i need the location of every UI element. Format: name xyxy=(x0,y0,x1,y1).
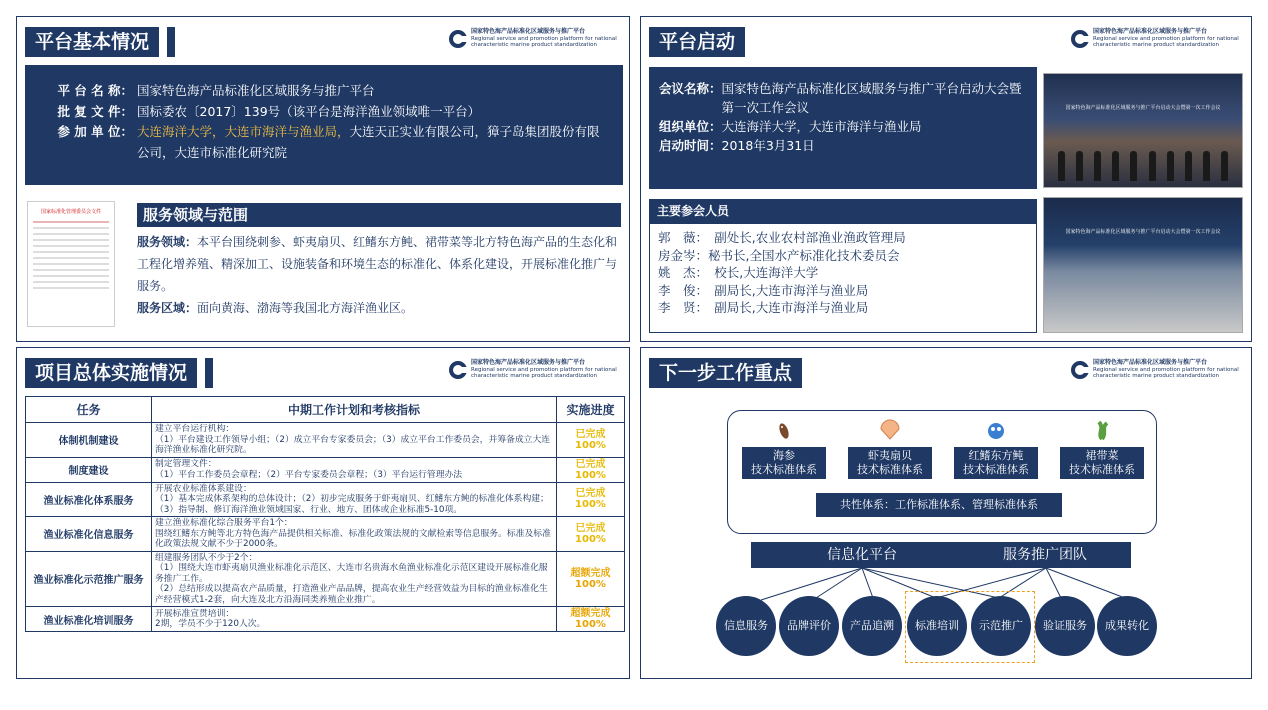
progress-status: 已完成 xyxy=(575,488,606,500)
panel-implementation-status xyxy=(16,347,630,679)
table-row xyxy=(26,551,625,607)
species-pufferfish xyxy=(954,419,1038,479)
attendees-list xyxy=(649,223,1037,333)
doc-thumb-title: 国家标准化管理委员会文件 xyxy=(40,209,101,215)
progress-status: 已完成 xyxy=(575,522,606,534)
plan-cell: 开展农业标准体系建设： （1）基本完成体系架构的总体设计；（2）初步完成服务于虾夷扇贝、红鳍东方鲀的标准化体系构建；（3）指导制、修订海洋渔业领域国家、行业、地方、团体或企业标准5-10项。 xyxy=(152,482,557,517)
participants-rest: 大连天正实业有限公司，獐子岛集团股份有限公司，大连市标准化研究院 xyxy=(137,124,600,160)
logo-icon xyxy=(449,361,467,379)
logo-text-en1: Regional service and promotion platform for national xyxy=(1093,366,1239,373)
service-circle-demo: 示范推广 xyxy=(971,596,1031,656)
implementation-table xyxy=(25,396,625,632)
platform-name-value: 国家特色海产品标准化区域服务与推广平台 xyxy=(137,83,375,98)
table-row xyxy=(26,423,625,458)
progress-cell xyxy=(557,517,625,552)
attendees-title: 主要参会人员 xyxy=(649,199,1037,223)
logo-text-en2: characteristic marine product standardization xyxy=(471,373,597,379)
meeting-key: 会议名称： xyxy=(659,81,722,96)
progress-percent: 100% xyxy=(575,578,606,590)
species-scallop xyxy=(848,419,932,479)
column-header-task: 任务 xyxy=(26,397,152,423)
service-scope-text xyxy=(137,231,619,319)
approval-doc-key: 批 复 文 件： xyxy=(57,103,133,119)
pufferfish-icon xyxy=(985,419,1007,441)
common-system-label: 共性体系：工作标准体系、管理标准体系 xyxy=(816,493,1062,517)
seaweed-icon xyxy=(1091,419,1113,441)
plan-cell: 建立平台运行机构： （1）平台建设工作领导小组；（2）成立平台专家委员会；（3）成立平台工作委员会，并筹备成立大连海洋渔业标准化研究院。 xyxy=(152,423,557,458)
plan-cell: 开展标准宣贯培训： 2期，学员不少于120人次。 xyxy=(152,607,557,632)
task-cell: 制度建设 xyxy=(26,457,152,482)
info-platform-box: 信息化平台 xyxy=(751,542,973,568)
panel-platform-overview xyxy=(16,16,630,342)
launch-time-value: 2018年3月31日 xyxy=(721,138,815,153)
attendee-item: 房金岑：秘书长,全国水产标准化技术委员会 xyxy=(658,247,900,263)
participants-key: 参 加 单 位： xyxy=(57,124,133,139)
task-cell: 渔业标准化体系服务 xyxy=(26,482,152,517)
logo-text-en2: characteristic marine product standardization xyxy=(1093,42,1219,48)
progress-percent: 100% xyxy=(575,439,606,451)
platform-logo xyxy=(1071,29,1243,49)
launch-ceremony-photo xyxy=(1043,73,1243,188)
species-system: 技术标准体系 xyxy=(751,463,817,476)
photo-banner-text: 国家特色海产品标准化区域服务与推广平台启动大会暨第一次工作会议 xyxy=(1065,105,1221,111)
scallop-icon xyxy=(879,419,901,441)
progress-cell xyxy=(557,423,625,458)
logo-text-en1: Regional service and promotion platform for national xyxy=(471,35,617,42)
task-cell: 渔业标准化培训服务 xyxy=(26,607,152,632)
species-sea-cucumber xyxy=(742,419,826,479)
logo-text-en1: Regional service and promotion platform for national xyxy=(1093,35,1239,42)
platform-info-box xyxy=(25,65,623,185)
attendee-item: 李 俊： 副局长,大连市海洋与渔业局 xyxy=(658,282,869,298)
task-cell: 渔业标准化信息服务 xyxy=(26,517,152,552)
service-circle-verify: 验证服务 xyxy=(1035,596,1095,656)
column-header-progress: 实施进度 xyxy=(557,397,625,423)
panel-next-steps xyxy=(640,347,1252,679)
progress-status: 已完成 xyxy=(575,458,606,470)
progress-percent: 100% xyxy=(575,499,606,511)
table-row xyxy=(26,457,625,482)
plan-cell: 制定管理文件： （1）平台工作委员会章程；（2）平台专家委员会章程；（3）平台运行管理办法 xyxy=(152,457,557,482)
progress-percent: 100% xyxy=(575,533,606,545)
species-seaweed xyxy=(1060,419,1144,479)
approval-doc-value: 国标委农〔2017〕139号（该平台是海洋渔业领域唯一平台） xyxy=(137,103,481,119)
logo-text-cn: 国家特色海产品标准化区域服务与推广平台 xyxy=(471,359,586,366)
service-circle-training: 标准培训 xyxy=(907,596,967,656)
logo-text-en1: Regional service and promotion platform for national xyxy=(471,366,617,373)
platform-logo xyxy=(449,29,621,49)
attendee-item: 姚 杰： 校长,大连海洋大学 xyxy=(658,265,819,280)
progress-status: 已完成 xyxy=(575,428,606,440)
participants-value xyxy=(137,122,609,163)
logo-text-cn: 国家特色海产品标准化区域服务与推广平台 xyxy=(1093,28,1208,35)
task-cell: 体制机制建设 xyxy=(26,423,152,458)
document-thumbnail xyxy=(27,201,115,327)
progress-status: 超额完成 xyxy=(570,567,611,579)
service-circle-trace: 产品追溯 xyxy=(842,596,902,656)
logo-text-cn: 国家特色海产品标准化区域服务与推广平台 xyxy=(1093,359,1208,366)
panel-title: 项目总体实施情况 xyxy=(25,358,205,388)
table-row xyxy=(26,607,625,632)
participants-highlight: 大连海洋大学，大连市海洋与渔业局， xyxy=(137,124,350,139)
organizer-value: 大连海洋大学，大连市海洋与渔业局 xyxy=(721,119,922,134)
logo-icon xyxy=(1071,30,1089,48)
task-cell: 渔业标准化示范推广服务 xyxy=(26,551,152,607)
progress-status: 超额完成 xyxy=(570,608,611,619)
species-system: 技术标准体系 xyxy=(1069,463,1135,476)
service-circle-brand: 品牌评价 xyxy=(779,596,839,656)
standard-system-box xyxy=(727,410,1157,534)
logo-icon xyxy=(449,30,467,48)
service-scope-title: 服务领域与范围 xyxy=(137,203,621,227)
service-team-box: 服务推广团队 xyxy=(959,542,1131,568)
logo-text-en2: characteristic marine product standardization xyxy=(471,42,597,48)
panel-title: 平台启动 xyxy=(649,27,745,57)
species-name: 虾夷扇贝 xyxy=(868,449,912,462)
logo-text-en2: characteristic marine product standardization xyxy=(1093,373,1219,379)
meeting-value: 国家特色海产品标准化区域服务与推广平台启动大会暨第一次工作会议 xyxy=(721,81,1022,115)
platform-logo xyxy=(449,360,621,380)
column-header-plan: 中期工作计划和考核指标 xyxy=(152,397,557,423)
service-region-key: 服务区域： xyxy=(137,301,198,315)
meeting-hall-photo xyxy=(1043,197,1243,333)
panel-title: 平台基本情况 xyxy=(25,27,167,57)
plan-cell: 建立渔业标准化综合服务平台1个： 围绕红鳍东方鲀等北方特色海产品提供相关标准、标准化政策法规的文献检索等信息服务。标准及标准化政策法规文献不少于2000条。 xyxy=(152,517,557,552)
launch-info-box xyxy=(649,67,1037,189)
progress-cell xyxy=(557,482,625,517)
service-area-value: 本平台围绕刺参、虾夷扇贝、红鳍东方鲀、裙带菜等北方特色海产品的生态化和工程化增养殖、精深加工、设施装备和环境生态的标准化、体系化建设，开展标准化推广与服务。 xyxy=(137,235,618,293)
platform-name-key: 平 台 名 称： xyxy=(57,83,133,98)
plan-cell: 组建服务团队不少于2个： （1）围绕大连市虾夷扇贝渔业标准化示范区、大连市名贵海水鱼渔业标准化示范区建设开展标准化服务推广工作。 （2）总结形成以提高农产品质量，打造渔业产品品牌，提高农业生产经营效益为目标的渔业标准化生产经营模式1-2套，向大连及北方沿海同类养殖企业推广。 xyxy=(152,551,557,607)
attendee-item: 李 贤： 副局长,大连市海洋与渔业局 xyxy=(658,300,869,315)
progress-cell xyxy=(557,551,625,607)
progress-percent: 100% xyxy=(575,619,606,630)
launch-time-key: 启动时间： xyxy=(659,138,722,153)
progress-cell xyxy=(557,607,625,632)
service-circle-transfer: 成果转化 xyxy=(1097,596,1157,656)
species-name: 海参 xyxy=(773,449,795,462)
species-name: 裙带菜 xyxy=(1085,449,1119,462)
logo-text-cn: 国家特色海产品标准化区域服务与推广平台 xyxy=(471,28,586,35)
table-row xyxy=(26,482,625,517)
organizer-key: 组织单位： xyxy=(659,119,722,134)
panel-title: 下一步工作重点 xyxy=(649,358,802,388)
progress-percent: 100% xyxy=(575,469,606,481)
service-circle-info: 信息服务 xyxy=(716,596,776,656)
progress-cell xyxy=(557,457,625,482)
sea-cucumber-icon xyxy=(773,419,795,441)
species-name: 红鳍东方鲀 xyxy=(968,449,1024,462)
service-region-value: 面向黄海、渤海等我国北方海洋渔业区。 xyxy=(197,301,414,315)
species-system: 技术标准体系 xyxy=(857,463,923,476)
panel-platform-launch xyxy=(640,16,1252,342)
attendee-item: 郭 薇： 副处长,农业农村部渔业渔政管理局 xyxy=(658,230,906,245)
service-area-key: 服务领域： xyxy=(137,235,198,249)
table-row xyxy=(26,517,625,552)
photo-banner-text: 国家特色海产品标准化区域服务与推广平台启动大会暨第一次工作会议 xyxy=(1065,229,1221,235)
species-system: 技术标准体系 xyxy=(963,463,1029,476)
